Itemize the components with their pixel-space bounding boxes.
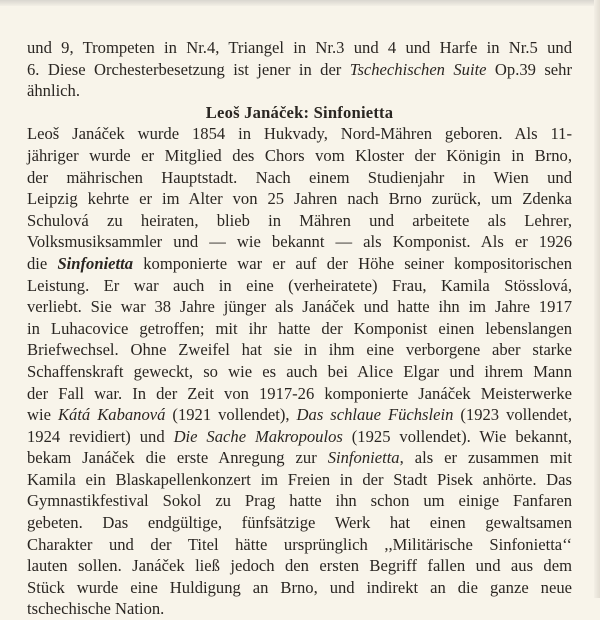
body-paragraph (27, 123, 572, 620)
section-heading: Leoš Janáček: Sinfonietta (205, 102, 394, 122)
text-line: verliebt. Sie war 38 Jahre jünger als Janáček und hatte ihn im Jahre 1917 (27, 297, 572, 317)
text-line: wie Kátá Kabanová (1921 vollendet), Das schlaue Füchslein (1923 vollendet, (27, 405, 572, 425)
text-line: Leoš Janáček wurde 1854 in Hukvady, Nord-Mähren geboren. Als 11- (27, 124, 572, 144)
text-line: Charakter und der Titel hätte ursprünglich ,,Militärische Sinfonietta‘‘ (27, 534, 572, 554)
text-line: Leistung. Er war auch in eine (verheiratete) Frau, Kamila Stösslová, (27, 275, 572, 295)
page-right-edge (594, 0, 600, 598)
text-line: 6. Diese Orchesterbesetzung ist jener in der Tschechischen Suite Op.39 sehr (27, 59, 572, 79)
italic-title: Tschechischen Suite (349, 59, 487, 79)
text-line: lauten sollen. Janáček ließ jedoch den ersten Begriff fallen und aus dem (27, 556, 572, 576)
text-line: jähriger wurde er Mitglied des Chors vom Kloster der Königin in Brno, (27, 145, 572, 165)
italic-title: Kátá Kabanová (57, 405, 166, 425)
text-line: 1924 revidiert) und Die Sache Makropoulos (1925 vollendet). Wie bekannt, (27, 426, 572, 446)
text-line: der mährischen Hauptstadt. Nach einem Studienjahr in Wien und (27, 167, 572, 187)
text-line: der Fall war. In der Zeit von 1917-26 komponierte Janáček Meisterwerke (27, 383, 572, 403)
text-line: Stück wurde eine Huldigung an Brno, und indirekt an die ganze neue (27, 577, 572, 597)
text-line: Gymnastikfestival Sokol zu Prag hatte ihn schon um einige Fanfaren (27, 491, 572, 511)
text-line: bekam Janáček die erste Anregung zur Sinfonietta, als er zusammen mit (27, 448, 572, 468)
booklet-page (27, 37, 572, 620)
text-line: Schaffenskraft geweckt, so wie es auch bei Alice Elgar und ihrem Mann (27, 361, 572, 381)
text-line: tschechische Nation. (27, 599, 165, 619)
text-line: ähnlich. (27, 81, 80, 101)
italic-title: Das schlaue Füchslein (296, 405, 454, 425)
text-line: Volksmusiksammler und — wie bekannt — als Komponist. Als er 1926 (27, 232, 572, 252)
text-line: Schulová zu heiraten, blieb in Mähren und arbeitete als Lehrer, (27, 210, 572, 230)
italic-title: Sinfonietta (327, 448, 400, 468)
bold-italic-title: Sinfonietta (57, 253, 134, 273)
italic-title: Die Sache Makropoulos (173, 426, 343, 446)
text-line: in Luhacovice getroffen; mit ihr hatte der Komponist einen lebenslangen (27, 318, 572, 338)
text-line: gebeten. Das endgültige, fünfsätzige Werk hat einen gewaltsamen (27, 513, 572, 533)
page-top-edge (0, 0, 600, 6)
text-line: Kamila ein Blaskapellenkonzert im Freien in der Stadt Pisek anhörte. Das (27, 469, 572, 489)
text-line: Leipzig kehrte er im Alter von 25 Jahren nach Brno zurück, um Zdenka (27, 189, 572, 209)
text-line: Briefwechsel. Ohne Zweifel hat sie in ihm eine verborgene aber starke (27, 340, 572, 360)
text-line: die Sinfonietta komponierte war er auf der Höhe seiner kompositorischen (27, 253, 573, 273)
text-line: und 9, Trompeten in Nr.4, Triangel in Nr.3 und 4 und Harfe in Nr.5 und (27, 38, 572, 57)
intro-paragraph (27, 37, 572, 102)
